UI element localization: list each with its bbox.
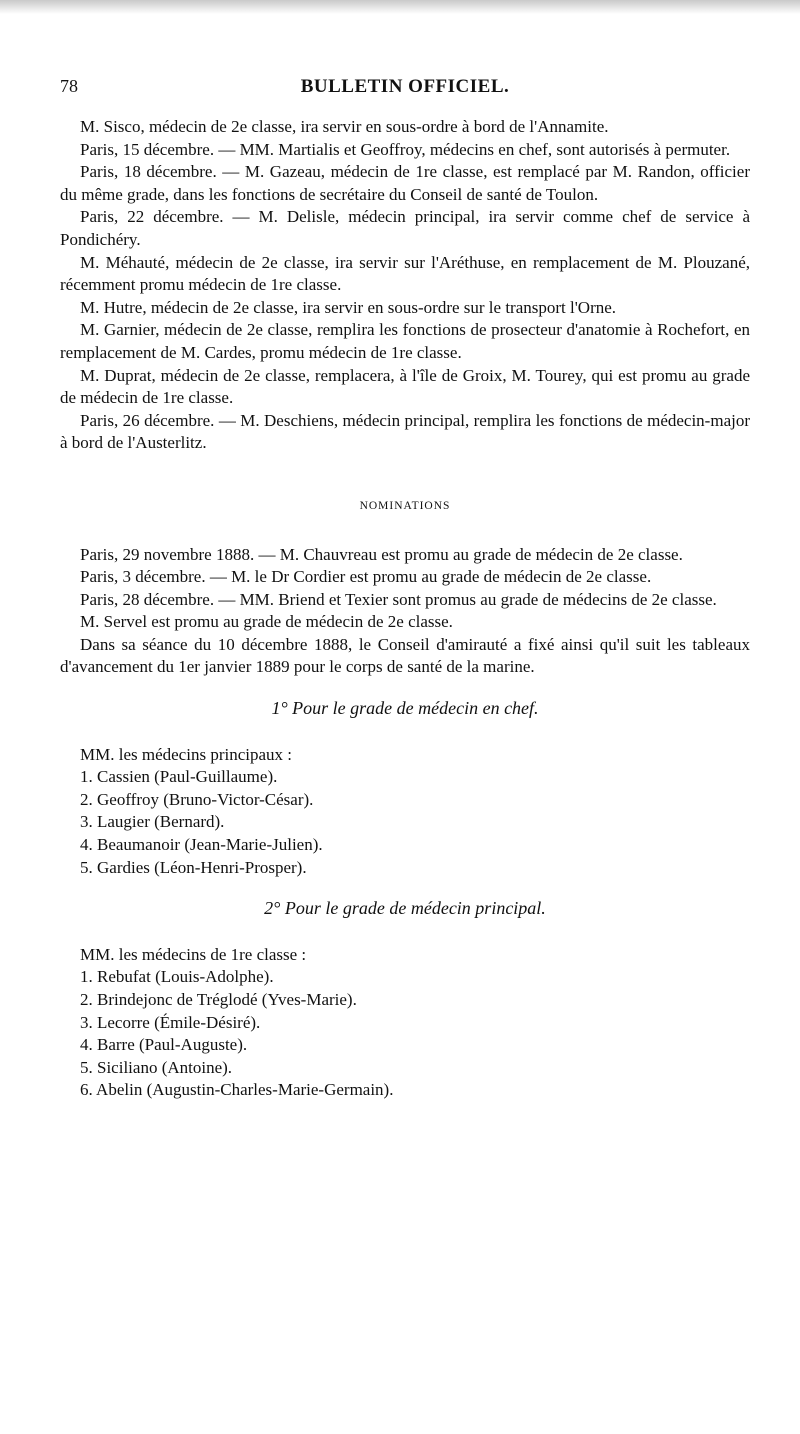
- list-item: 5. Gardies (Léon-Henri-Prosper).: [80, 857, 307, 877]
- paragraph: M. Garnier, médecin de 2e classe, remplira les fonctions de prosecteur d'anatomie à Rochefort, en remplacement de M. Cardes, promu médecin de 1re classe.: [60, 320, 750, 362]
- page-number: 78: [60, 76, 78, 96]
- nominations-heading: NOMINATIONS: [359, 499, 451, 512]
- paragraph: M. Hutre, médecin de 2e classe, ira servir en sous-ordre sur le transport l'Orne.: [80, 297, 617, 317]
- nomination-paragraph: Dans sa séance du 10 décembre 1888, le Conseil d'amirauté a fixé ainsi qu'il suit les tableaux d'avancement du 1er janvier 1889 pour le corps de santé de la marine.: [60, 634, 750, 677]
- medecin-principal-list: [60, 966, 750, 1102]
- running-title: BULLETIN OFFICIEL.: [300, 76, 510, 97]
- list-item: 3. Laugier (Bernard).: [80, 812, 225, 832]
- list-item: 6. Abelin (Augustin-Charles-Marie-Germain).: [80, 1080, 394, 1100]
- paragraph: M. Duprat, médecin de 2e classe, remplacera, à l'île de Groix, M. Tourey, qui est promu au grade de médecin de 1re classe.: [60, 365, 750, 408]
- list-item: 2. Brindejonc de Tréglodé (Yves-Marie).: [80, 990, 357, 1009]
- scan-top-edge: [0, 0, 800, 14]
- list-item: 4. Barre (Paul-Auguste).: [80, 1035, 248, 1055]
- paragraph: Paris, 22 décembre. — M. Delisle, médecin principal, ira servir comme chef de service à Pondichéry.: [60, 207, 750, 249]
- paragraph: M. Sisco, médecin de 2e classe, ira servir en sous-ordre à bord de l'Annamite.: [80, 117, 609, 136]
- list-item: 4. Beaumanoir (Jean-Marie-Julien).: [80, 835, 323, 855]
- list-intro: MM. les médecins principaux :: [80, 744, 292, 764]
- paragraph: Paris, 18 décembre. — M. Gazeau, médecin de 1re classe, est remplacé par M. Randon, officier du même grade, dans les fonctions de secrétaire du Conseil de santé de Toulon.: [60, 162, 750, 204]
- paragraph: M. Méhauté, médecin de 2e classe, ira servir sur l'Aréthuse, en remplacement de M. Plouzané, récemment promu médecin de 1re classe.: [60, 252, 750, 295]
- list-intro: MM. les médecins de 1re classe :: [80, 944, 307, 964]
- nomination-paragraph: Paris, 3 décembre. — M. le Dr Cordier est promu au grade de médecin de 2e classe.: [80, 567, 652, 587]
- page-header: [60, 76, 750, 102]
- list-item: 3. Lecorre (Émile-Désiré).: [80, 1012, 261, 1032]
- grade-medecin-principal-heading: 2° Pour le grade de médecin principal.: [264, 898, 546, 919]
- list-item: 5. Siciliano (Antoine).: [80, 1057, 233, 1077]
- medecin-chef-list: [60, 766, 750, 879]
- list-item: 2. Geoffroy (Bruno-Victor-César).: [80, 789, 314, 809]
- nomination-paragraph: Paris, 28 décembre. — MM. Briend et Texier sont promus au grade de médecins de 2e classe.: [80, 589, 717, 609]
- nomination-paragraph: Paris, 29 novembre 1888. — M. Chauvreau est promu au grade de médecin de 2e classe.: [80, 544, 683, 564]
- paragraph: Paris, 26 décembre. — M. Deschiens, médecin principal, remplira les fonctions de médecin-major à bord de l'Austerlitz.: [60, 410, 750, 453]
- page-body: [60, 116, 750, 1102]
- list-item: 1. Rebufat (Louis-Adolphe).: [80, 967, 274, 987]
- list-item: 1. Cassien (Paul-Guillaume).: [80, 767, 278, 787]
- nomination-paragraph: M. Servel est promu au grade de médecin de 2e classe.: [80, 612, 453, 632]
- paragraph: Paris, 15 décembre. — MM. Martialis et Geoffroy, médecins en chef, sont autorisés à permuter.: [80, 139, 731, 159]
- grade-medecin-chef-heading: 1° Pour le grade de médecin en chef.: [271, 698, 539, 719]
